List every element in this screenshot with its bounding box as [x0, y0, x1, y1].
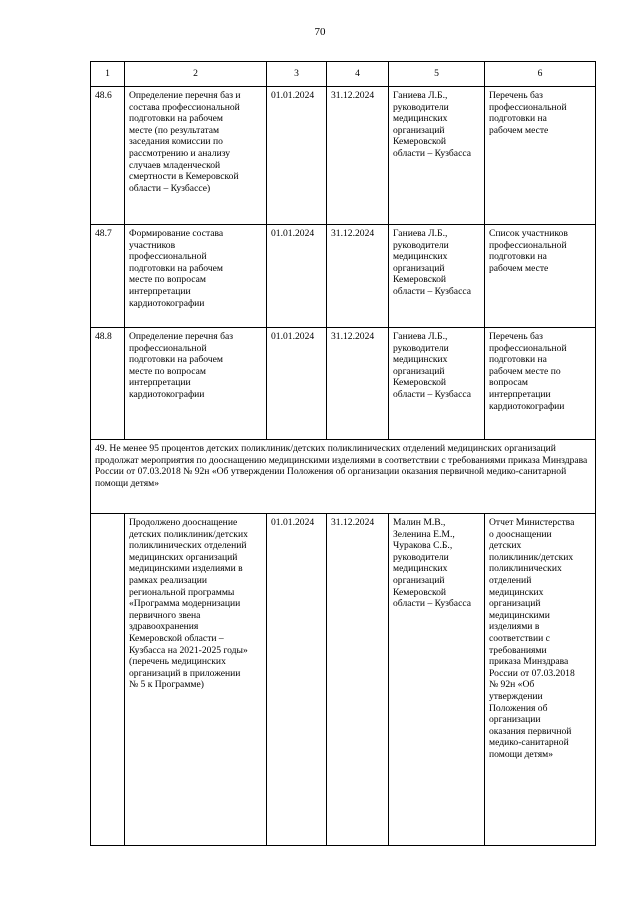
end-date: 31.12.2024 [327, 328, 389, 440]
row-number [91, 514, 125, 846]
header-col-5: 5 [389, 62, 485, 87]
table-row [91, 225, 596, 328]
table-row [91, 328, 596, 440]
start-date: 01.01.2024 [267, 225, 327, 328]
start-date: 01.01.2024 [267, 328, 327, 440]
end-date: 31.12.2024 [327, 514, 389, 846]
header-col-1: 1 [91, 62, 125, 87]
event-description: Формирование состава участников профессиональной подготовки на рабочем месте по вопросам интерпретации кардиотокографии [125, 225, 267, 328]
responsible-persons: Ганиева Л.Б., руководители медицинских организаций Кемеровской области – Кузбасса [389, 225, 485, 328]
expected-result: Список участников профессиональной подготовки на рабочем месте [485, 225, 596, 328]
row-number: 48.7 [91, 225, 125, 328]
row-number: 48.8 [91, 328, 125, 440]
table-row [91, 87, 596, 225]
header-col-2: 2 [125, 62, 267, 87]
start-date: 01.01.2024 [267, 514, 327, 846]
page-number: 70 [314, 26, 326, 38]
expected-result: Перечень баз профессиональной подготовки на рабочем месте [485, 87, 596, 225]
header-col-4: 4 [327, 62, 389, 87]
expected-result: Перечень баз профессиональной подготовки на рабочем месте по вопросам интерпретации кардиотокографии [485, 328, 596, 440]
row-number: 48.6 [91, 87, 125, 225]
end-date: 31.12.2024 [327, 225, 389, 328]
header-row [91, 62, 596, 87]
section-49-text: 49. Не менее 95 процентов детских поликлиник/детских поликлинических отделений медицинских организаций продолжат мероприятия по дооснащению медицинскими изделиями в соответствии с требованиями приказа Минздрава России от 07.03.2018 № 92н «Об утверждении Положения об организации оказания первичной медико-санитарной помощи детям» [91, 440, 596, 514]
expected-result: Отчет Министерства о дооснащении детских поликлиник/детских поликлинических отделений медицинских организаций медицинскими изделиями в соответствии с требованиями приказа Минздрава России от 07.03.2018 № 92н «Об утверждении Положения об организации оказания первичной медико-санитарной помощи детям» [485, 514, 596, 846]
responsible-persons: Ганиева Л.Б., руководители медицинских организаций Кемеровской области – Кузбасса [389, 328, 485, 440]
table-row [91, 514, 596, 846]
header-col-3: 3 [267, 62, 327, 87]
plan-table [90, 61, 596, 846]
end-date: 31.12.2024 [327, 87, 389, 225]
event-description: Определение перечня баз и состава профессиональной подготовки на рабочем месте (по результатам заседания комиссии по рассмотрению и анализу случаев младенческой смертности в Кемеровской области – Кузбассе) [125, 87, 267, 225]
event-description: Продолжено дооснащение детских поликлиник/детских поликлинических отделений медицинских организаций медицинскими изделиями в рамках реализации региональной программы «Программа модернизации первичного звена здравоохранения Кемеровской области – Кузбасса на 2021-2025 годы» (перечень медицинских организаций в приложении № 5 к Программе) [125, 514, 267, 846]
responsible-persons: Ганиева Л.Б., руководители медицинских организаций Кемеровской области – Кузбасса [389, 87, 485, 225]
section-heading-row [91, 440, 596, 514]
start-date: 01.01.2024 [267, 87, 327, 225]
header-col-6: 6 [485, 62, 596, 87]
responsible-persons: Малин М.В., Зеленина Е.М., Чуракова С.Б., руководители медицинских организаций Кемеровской области – Кузбасса [389, 514, 485, 846]
event-description: Определение перечня баз профессиональной подготовки на рабочем месте по вопросам интерпретации кардиотокографии [125, 328, 267, 440]
